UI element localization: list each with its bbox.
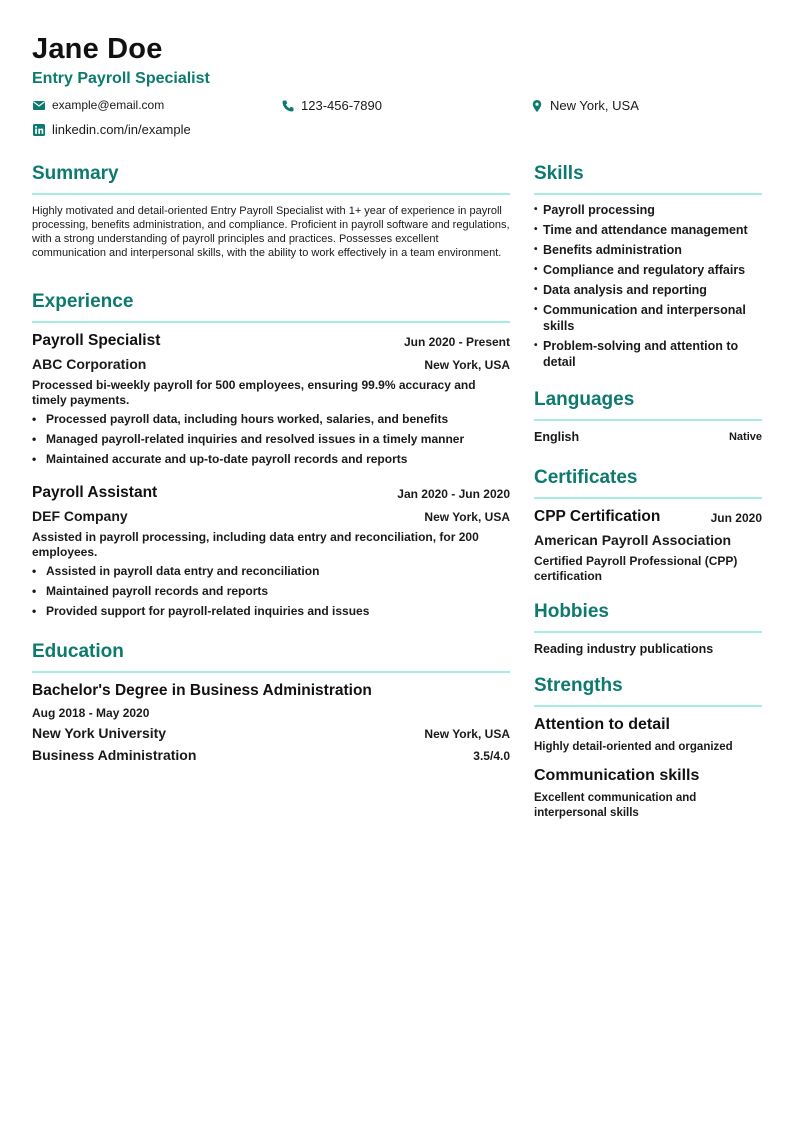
- experience-location: New York, USA: [424, 358, 510, 372]
- skill-item: • Payroll processing: [534, 202, 766, 218]
- education-gpa: 3.5/4.0: [473, 749, 510, 763]
- skill-item: • Benefits administration: [534, 242, 766, 258]
- hobbies-divider: [534, 631, 762, 633]
- certificates-divider: [534, 497, 762, 499]
- experience-divider: [32, 321, 510, 323]
- certificate-date: Jun 2020: [710, 511, 762, 525]
- phone-text: 123-456-7890: [301, 98, 382, 113]
- strength-title: Communication skills: [534, 767, 700, 784]
- education-heading: Education: [32, 641, 124, 662]
- experience-bullets: [32, 561, 510, 621]
- contact-linkedin[interactable]: [32, 122, 191, 137]
- experience-company: ABC Corporation: [32, 356, 147, 372]
- skills-list: [534, 202, 766, 374]
- language-name: English: [534, 430, 580, 444]
- strength-description: Highly detail-oriented and organized: [534, 741, 733, 753]
- email-text: example@email.com: [52, 98, 165, 112]
- skill-item: • Compliance and regulatory affairs: [534, 262, 766, 278]
- candidate-name: Jane Doe: [32, 33, 163, 65]
- certificates-heading: Certificates: [534, 467, 638, 488]
- strengths-divider: [534, 705, 762, 707]
- education-dates: Aug 2018 - May 2020: [32, 706, 150, 720]
- experience-dates: Jan 2020 - Jun 2020: [397, 487, 510, 501]
- languages-heading: Languages: [534, 389, 635, 410]
- linkedin-text: linkedin.com/in/example: [52, 122, 191, 137]
- education-school: New York University: [32, 725, 167, 741]
- contact-location: [530, 98, 639, 113]
- experience-bullet: • Provided support for payroll-related inquiries and issues: [32, 601, 510, 621]
- language-level: Native: [728, 431, 762, 443]
- certificate-name: CPP Certification: [534, 508, 661, 525]
- summary-divider: [32, 193, 510, 195]
- experience-bullet: • Assisted in payroll data entry and reconciliation: [32, 561, 510, 581]
- languages-divider: [534, 419, 762, 421]
- strength-title: Attention to detail: [534, 716, 670, 733]
- summary-heading: Summary: [32, 163, 119, 184]
- experience-bullet: • Maintained accurate and up-to-date payroll records and reports: [32, 449, 510, 469]
- education-field: Business Administration: [32, 747, 197, 763]
- experience-bullets: [32, 409, 510, 469]
- hobbies-heading: Hobbies: [534, 601, 609, 622]
- strength-description: Excellent communication and interpersonal skills: [534, 792, 697, 819]
- education-location: New York, USA: [424, 727, 510, 741]
- skill-item: • Problem-solving and attention to detail: [534, 338, 755, 370]
- experience-heading: Experience: [32, 291, 134, 312]
- contact-phone[interactable]: [281, 98, 382, 113]
- skills-heading: Skills: [534, 163, 584, 184]
- certificate-description: Certified Payroll Professional (CPP) certification: [534, 554, 738, 583]
- experience-bullet: • Maintained payroll records and reports: [32, 581, 510, 601]
- contact-email[interactable]: [32, 98, 164, 112]
- mail-icon: [32, 98, 46, 112]
- education-degree: Bachelor's Degree in Business Administration: [32, 682, 372, 699]
- experience-description: Processed bi-weekly payroll for 500 employees, ensuring 99.9% accuracy and timely payments.: [32, 378, 476, 407]
- skill-item: • Communication and interpersonal skills: [534, 302, 755, 334]
- skill-item: • Time and attendance management: [534, 222, 766, 238]
- skill-item: • Data analysis and reporting: [534, 282, 766, 298]
- experience-company: DEF Company: [32, 508, 128, 524]
- location-text: New York, USA: [550, 98, 639, 113]
- experience-bullet: • Managed payroll-related inquiries and resolved issues in a timely manner: [32, 429, 510, 449]
- phone-icon: [281, 99, 295, 113]
- summary-text: Highly motivated and detail-oriented Entry Payroll Specialist with 1+ year of experience in payroll processing, benefits administration, and compliance. Proficient in payroll software and regulations, with a strong understanding of payroll principles and practices. Possesses excellent communication and interpersonal skills, with the ability to work effectively in a team environment.: [32, 205, 510, 259]
- certificate-org: American Payroll Association: [534, 532, 732, 548]
- experience-description: Assisted in payroll processing, including data entry and reconciliation, for 200 employees.: [32, 530, 479, 559]
- map-pin-icon: [530, 99, 544, 113]
- skills-divider: [534, 193, 762, 195]
- linkedin-icon: [32, 123, 46, 137]
- hobby-item: Reading industry publications: [534, 642, 714, 656]
- experience-dates: Jun 2020 - Present: [403, 335, 510, 349]
- candidate-title: Entry Payroll Specialist: [32, 70, 210, 87]
- education-divider: [32, 671, 510, 673]
- experience-location: New York, USA: [424, 510, 510, 524]
- experience-bullet: • Processed payroll data, including hours worked, salaries, and benefits: [32, 409, 510, 429]
- experience-role: Payroll Assistant: [32, 484, 158, 501]
- strengths-heading: Strengths: [534, 675, 623, 696]
- experience-role: Payroll Specialist: [32, 332, 161, 349]
